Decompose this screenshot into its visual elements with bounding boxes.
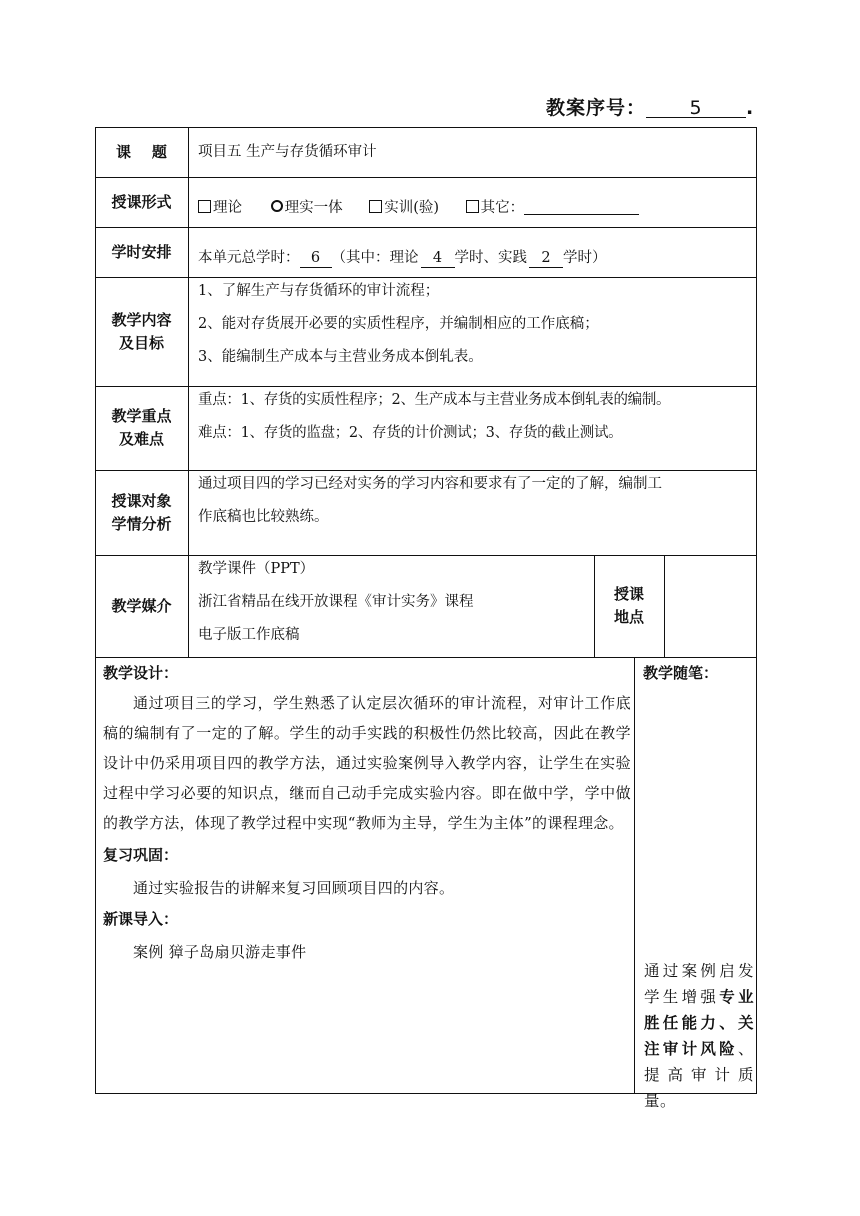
hours-theory: 4	[421, 250, 455, 268]
key-point-line: 重点：1、存货的实质性程序；2、生产成本与主营业务成本倒轧表的编制。	[198, 392, 671, 408]
notes-text	[644, 958, 754, 1114]
form-options	[198, 193, 639, 223]
hours-mid1: （其中：理论	[331, 250, 419, 266]
teaching-design	[103, 660, 631, 969]
analysis-label-line1: 授课对象	[111, 491, 172, 510]
lesson-serial	[546, 93, 754, 120]
option-other-label: 其它：	[480, 200, 525, 216]
option-integrated	[271, 200, 343, 216]
difficulty-line: 难点：1、存货的监盘；2、存货的计价测试；3、存货的截止测试。	[198, 425, 623, 441]
media-item: 教学课件（PPT）	[198, 561, 315, 577]
analysis-label-line2: 学情分析	[111, 514, 172, 533]
option-theory-label: 理论	[213, 200, 242, 216]
other-blank-line	[524, 200, 639, 215]
hours-prefix: 本单元总学时：	[198, 250, 300, 266]
hours-label: 学时安排	[111, 242, 172, 261]
key-label-line2: 及难点	[118, 430, 164, 448]
serial-end: .	[746, 97, 755, 119]
column-divider	[188, 127, 189, 657]
hours-practice: 2	[529, 250, 563, 268]
media-list	[198, 554, 474, 650]
media-label: 教学媒介	[111, 596, 172, 615]
intro-heading: 新课导入：	[103, 910, 179, 928]
checkbox-icon	[198, 200, 211, 213]
notes-text-bold: 专业胜任能力、关注审计风险	[644, 988, 754, 1058]
row-divider	[95, 657, 757, 658]
notes-text-part: 、提高审计质量。	[644, 1040, 754, 1110]
key-points	[198, 385, 670, 448]
option-integrated-label: 理实一体	[284, 200, 343, 216]
intro-text: 案例 獐子岛扇贝游走事件	[133, 943, 307, 961]
media-item: 浙江省精品在线开放课程《审计实务》课程	[198, 594, 474, 610]
option-practice-label: 实训(验)	[384, 200, 440, 216]
notes-text-part: 通过案例启发学生增强	[644, 962, 754, 1006]
topic-label	[95, 127, 188, 177]
content-item: 1、了解生产与存货循环的审计流程；	[198, 283, 440, 299]
option-other	[466, 200, 640, 216]
location-label	[594, 555, 664, 657]
serial-number: 5	[646, 99, 746, 118]
analysis-text	[198, 469, 662, 532]
notes-heading: 教学随笔：	[643, 664, 719, 682]
content-list	[198, 276, 599, 372]
location-label-line1: 授课	[613, 585, 644, 603]
analysis-label	[95, 470, 188, 555]
row-divider	[95, 177, 757, 178]
content-item: 2、能对存货展开必要的实质性程序，并编制相应的工作底稿；	[198, 316, 599, 332]
design-heading: 教学设计：	[103, 664, 179, 682]
review-text: 通过实验报告的讲解来复习回顾项目四的内容。	[133, 879, 455, 897]
row-divider	[95, 227, 757, 228]
hours-suffix: 学时）	[563, 250, 607, 266]
content-label	[95, 277, 188, 386]
hours-value	[198, 243, 607, 273]
content-item: 3、能编制生产成本与主营业务成本倒轧表。	[198, 349, 483, 365]
checkbox-icon	[466, 200, 479, 213]
location-label-line2: 地点	[613, 608, 644, 626]
key-label-line1: 教学重点	[111, 407, 172, 425]
selected-circle-icon	[271, 200, 283, 212]
checkbox-icon	[369, 200, 382, 213]
form-label: 授课形式	[111, 192, 172, 211]
review-heading: 复习巩固：	[103, 846, 179, 864]
key-label	[95, 386, 188, 470]
hours-mid2: 学时、实践	[454, 250, 527, 266]
analysis-line: 通过项目四的学习已经对实务的学习内容和要求有了一定的了解，编制工	[198, 476, 662, 492]
option-theory	[198, 200, 242, 216]
option-practice	[369, 200, 439, 216]
topic-label-text: 课 题	[116, 142, 167, 161]
content-label-line2: 及目标	[118, 333, 164, 352]
media-item: 电子版工作底稿	[198, 627, 300, 643]
design-paragraph: 通过项目三的学习，学生熟悉了认定层次循环的审计流程，对审计工作底稿的编制有了一定的了解。学生的动手实践的积极性仍然比较高，因此在教学设计中仍采用项目四的教学方法，通过实验案例导入教学内容，让学生在实验过程中学习必要的知识点，继而自己动手完成实验内容。即在做中学，学中做的教学方法，体现了教学过程中实现“教师为主导，学生为主体”的课程理念。	[103, 694, 631, 832]
content-label-line1: 教学内容	[111, 310, 172, 329]
analysis-line: 作底稿也比较熟练。	[198, 509, 329, 525]
column-divider	[634, 657, 635, 1094]
hours-total: 6	[300, 250, 332, 268]
topic-value: 项目五 生产与存货循环审计	[198, 144, 377, 160]
location-value-cell	[665, 556, 756, 656]
serial-label: 教案序号：	[546, 97, 647, 119]
